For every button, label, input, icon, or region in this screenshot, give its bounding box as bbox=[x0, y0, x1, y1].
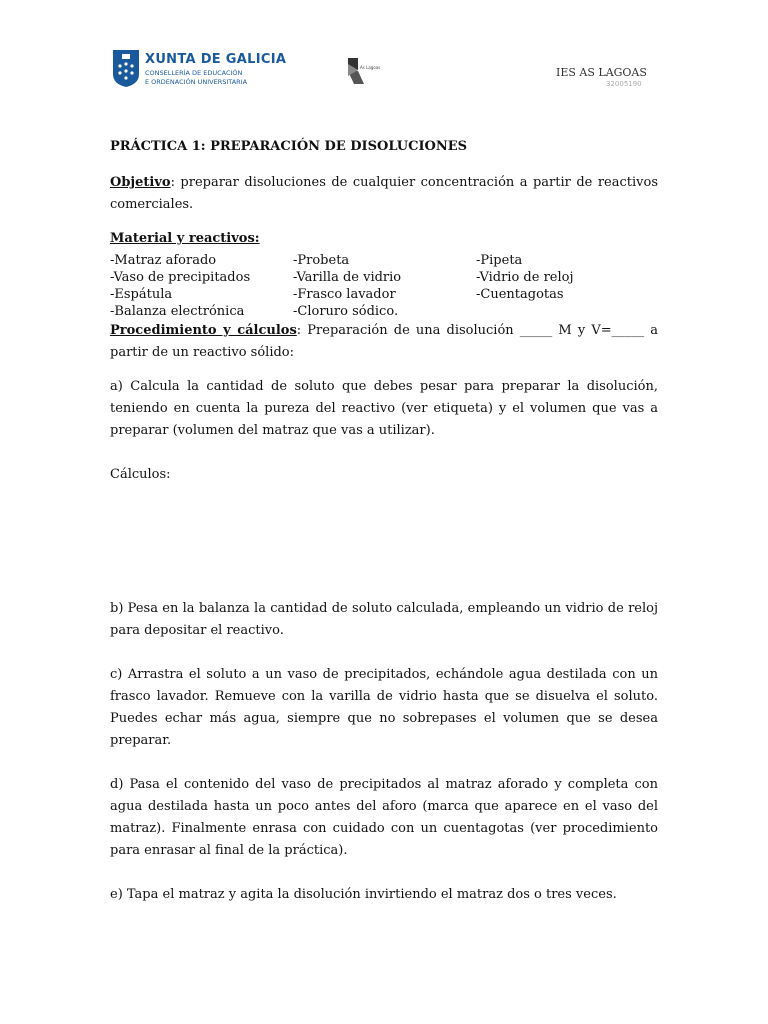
xunta-department: CONSELLERÍA DE EDUCACIÓN bbox=[145, 69, 243, 77]
material-item: -Pipeta bbox=[476, 253, 523, 268]
procedure-paragraph bbox=[110, 320, 658, 364]
calculations-space bbox=[110, 486, 658, 598]
material-item: -Varilla de vidrio bbox=[293, 270, 402, 285]
document-body bbox=[110, 136, 658, 906]
school-name-block bbox=[556, 66, 666, 88]
materials-label: Material y reactivos: bbox=[110, 231, 260, 246]
materials-table bbox=[110, 252, 574, 320]
materials-row bbox=[110, 252, 574, 269]
xunta-title: XUNTA DE GALICIA bbox=[145, 52, 287, 67]
material-item: -Probeta bbox=[293, 253, 350, 268]
objective-paragraph bbox=[110, 172, 658, 216]
step-e: e) Tapa el matraz y agita la disolución invirtiendo el matraz dos o tres veces. bbox=[110, 887, 617, 902]
materials-heading bbox=[110, 228, 658, 250]
step-a: a) Calcula la cantidad de soluto que debes pesar para preparar la disolución, teniendo en cuenta la pureza del reactivo (ver etiqueta) y el volumen que vas a preparar (volumen del matraz que vas a utilizar). bbox=[110, 379, 658, 438]
school-emblem-icon bbox=[344, 56, 384, 86]
school-emblem bbox=[344, 56, 384, 86]
material-item: -Frasco lavador bbox=[293, 287, 396, 302]
step-b: b) Pesa en la balanza la cantidad de soluto calculada, empleando un vidrio de reloj para depositar el reactivo. bbox=[110, 601, 658, 638]
material-item: -Matraz aforado bbox=[110, 253, 217, 268]
xunta-department-line2: E ORDENACIÓN UNIVERSITARIA bbox=[145, 78, 248, 86]
xunta-logo bbox=[112, 48, 287, 90]
step-d: d) Pasa el contenido del vaso de precipitados al matraz aforado y completa con agua destilada hasta un poco antes del aforo (marca que aparece en el vaso del matraz). Finalmente enrasa con cuidado con un cuentagotas (ver procedimiento para enrasar al final de la práctica). bbox=[110, 777, 658, 858]
materials-row bbox=[110, 269, 574, 286]
galicia-crest-icon bbox=[112, 48, 140, 88]
procedure-label: Procedimiento y cálculos bbox=[110, 323, 297, 338]
school-code: 32005190 bbox=[606, 80, 642, 88]
materials-row bbox=[110, 286, 574, 303]
procedure-text: : Preparación de una disolución _____ M y V=_____ a partir de un reactivo sólido: bbox=[110, 323, 658, 360]
objective-label: Objetivo bbox=[110, 175, 171, 190]
objective-text: : preparar disoluciones de cualquier concentración a partir de reactivos comerciales. bbox=[110, 175, 658, 212]
calculations-label: Cálculos: bbox=[110, 467, 171, 482]
materials-row bbox=[110, 303, 574, 320]
school-emblem-label: As Lagoas bbox=[360, 65, 381, 70]
material-item: -Vidrio de reloj bbox=[476, 270, 574, 285]
material-item: -Espátula bbox=[110, 287, 173, 302]
material-item bbox=[476, 303, 574, 320]
material-item: -Vaso de precipitados bbox=[110, 270, 251, 285]
material-item: -Cuentagotas bbox=[476, 287, 564, 302]
material-item: -Cloruro sódico. bbox=[293, 304, 399, 319]
page-title: PRÁCTICA 1: PREPARACIÓN DE DISOLUCIONES bbox=[110, 139, 468, 154]
material-item: -Balanza electrónica bbox=[110, 304, 245, 319]
step-c: c) Arrastra el soluto a un vaso de precipitados, echándole agua destilada con un frasco lavador. Remueve con la varilla de vidrio hasta que se disuelva el soluto. Puedes echar más agua, siempre que no sobrepases el volumen que se desea preparar. bbox=[110, 667, 658, 748]
school-name: IES AS LAGOAS bbox=[556, 66, 647, 79]
